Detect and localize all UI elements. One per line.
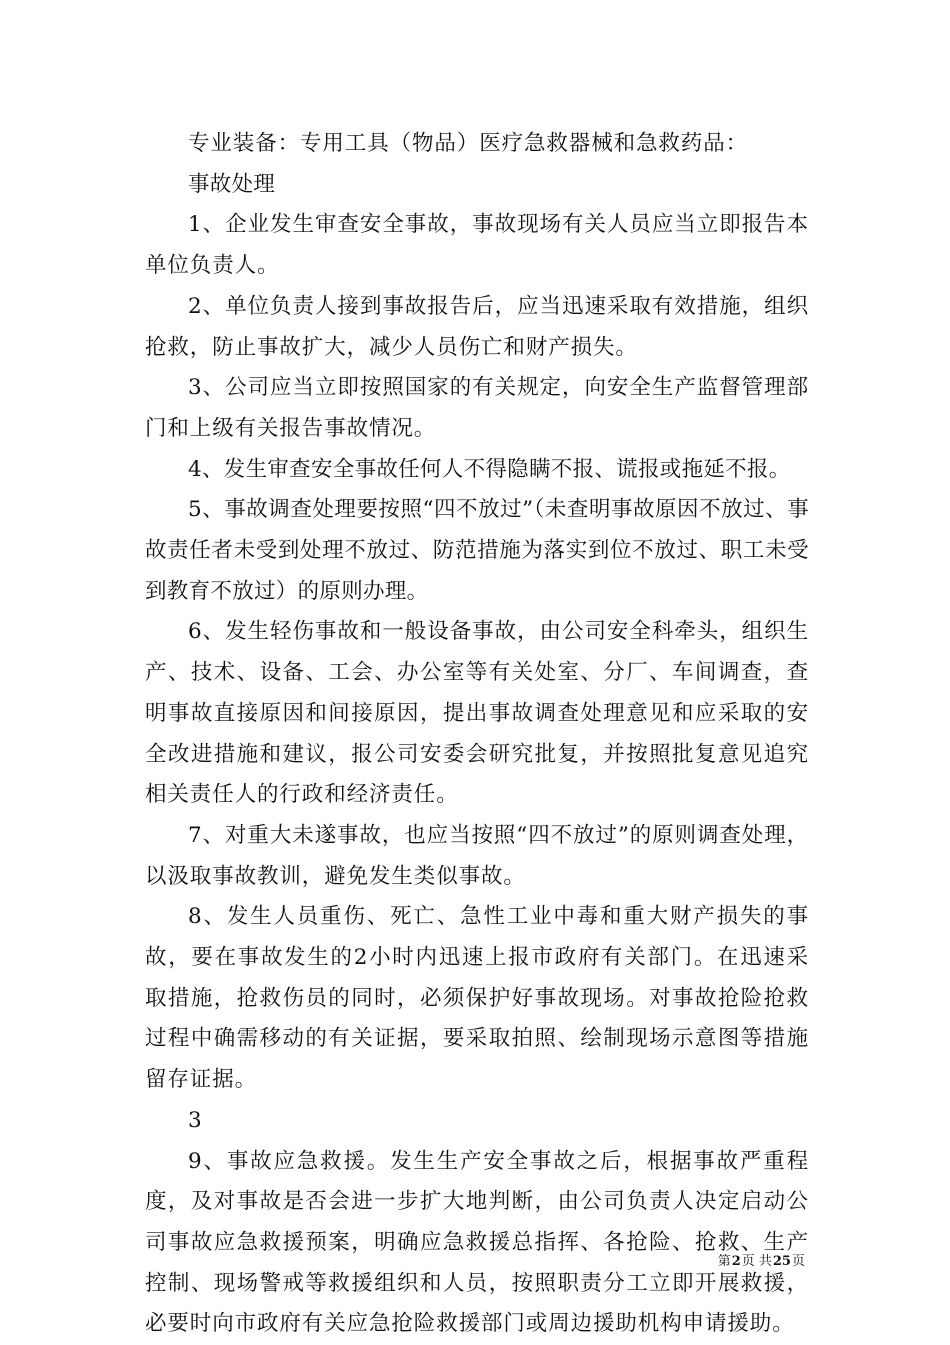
paragraph-item-1: 1、企业发生审查安全事故，事故现场有关人员应当立即报告本单位负责人。 (145, 212, 809, 279)
paragraph-heading-accident-handling: 事故处理 (188, 171, 276, 197)
page-number-footer (718, 1250, 805, 1269)
footer-total-pages: 25 (772, 1254, 791, 1269)
paragraph-item-8: 8、发生人员重伤、死亡、急性工业中毒和重大财产损失的事故，要在事故发生的2小时内迅速上报市政府有关部门。在迅速采取措施，抢救伤员的同时，必须保护好事故现场。对事故抢险抢救过程中确需移动的有关证据，要采取拍照、绘制现场示意图等措施留存证据。 (145, 904, 809, 1093)
footer-suffix: 页 (791, 1254, 805, 1269)
paragraph-equipment: 专业装备：专用工具（物品）医疗急救器械和急救药品： (188, 131, 749, 156)
paragraph-stray-number: 3 (188, 1107, 202, 1133)
paragraph-item-4: 4、发生审查安全事故任何人不得隐瞒不报、谎报或拖延不报。 (188, 456, 791, 482)
paragraph-item-3: 3、公司应当立即按照国家的有关规定，向安全生产监督管理部门和上级有关报告事故情况。 (145, 375, 809, 441)
footer-current-page: 2 (731, 1254, 741, 1269)
paragraph-item-7: 7、对重大未遂事故，也应当按照“四不放过”的原则调查处理，以汲取事故教训，避免发生类似事故。 (145, 822, 809, 889)
paragraph-item-9: 9、事故应急救援。发生生产安全事故之后，根据事故严重程度，及对事故是否会进一步扩大地判断，由公司负责人决定启动公司事故应急救援预案，明确应急救援总指挥、各抢险、抢救、生产控制、现场警戒等救援组织和人员，按照职责分工立即开展救援，必要时向市政府有关应急抢险救援部门或周边援助机构申请援助。 (145, 1148, 809, 1337)
document-body (145, 124, 809, 1345)
paragraph-item-5: 5、事故调查处理要按照“四不放过”（未查明事故原因不放过、事故责任者未受到处理不放过、防范措施为落实到位不放过、职工未受到教育不放过）的原则办理。 (145, 497, 809, 604)
paragraph-item-2: 2、单位负责人接到事故报告后，应当迅速采取有效措施，组织抢救，防止事故扩大，减少人员伤亡和财产损失。 (145, 293, 809, 360)
paragraph-item-6: 6、发生轻伤事故和一般设备事故，由公司安全科牵头，组织生产、技术、设备、工会、办公室等有关处室、分厂、车间调查，查明事故直接原因和间接原因，提出事故调查处理意见和应采取的安全改进措施和建议，报公司安委会研究批复，并按照批复意见追究相关责任人的行政和经济责任。 (145, 619, 809, 808)
footer-prefix: 第 (717, 1254, 731, 1269)
footer-middle: 页 共 (741, 1254, 772, 1269)
